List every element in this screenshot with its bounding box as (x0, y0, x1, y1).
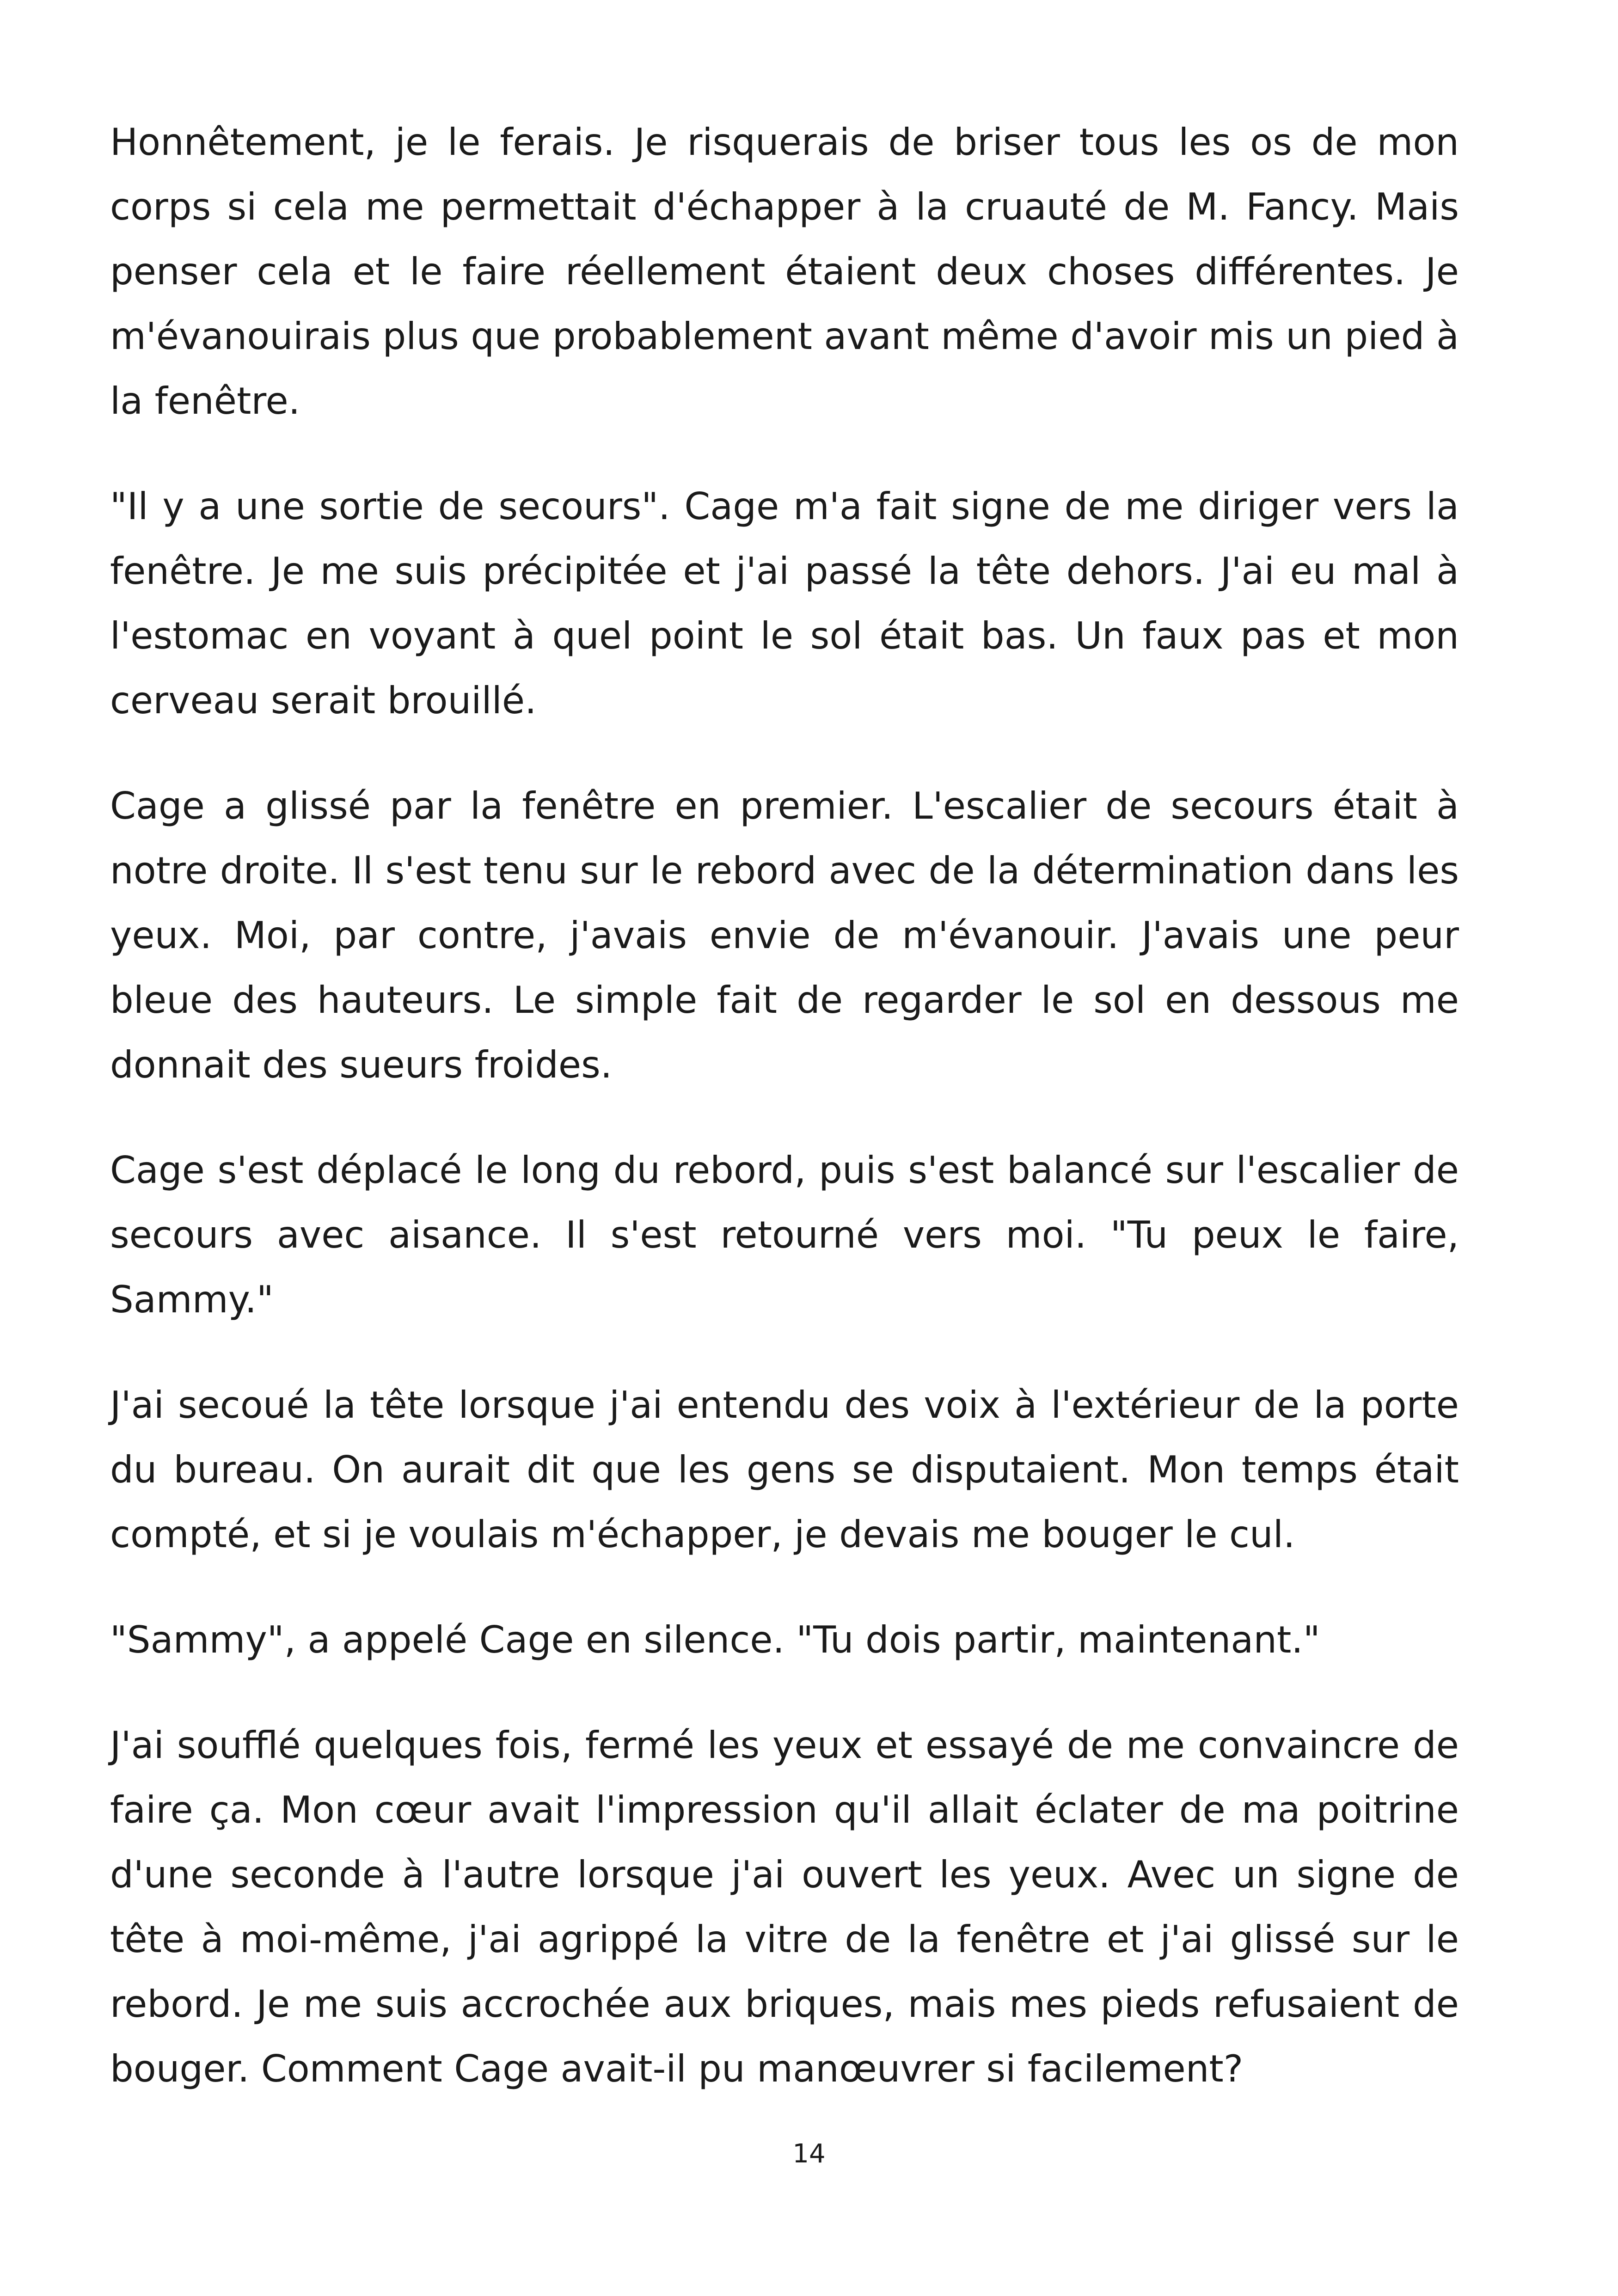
body-text (110, 110, 1459, 2101)
paragraph: "Sammy", a appelé Cage en silence. "Tu dois partir, maintenant." (110, 1618, 1320, 1661)
paragraph: Honnêtement, je le ferais. Je risquerais de briser tous les os de mon corps si cela me permettait d'échapper à la cruauté de M. Fancy. Mais penser cela et le faire réellement étaient deux choses différentes. Je m'évanouirais plus que probablement avant même d'avoir mis un pied à la fenêtre. (110, 121, 1459, 422)
paragraph: Cage s'est déplacé le long du rebord, puis s'est balancé sur l'escalier de secours avec aisance. Il s'est retourné vers moi. "Tu peux le faire, Sammy." (110, 1149, 1459, 1321)
paragraph: Cage a glissé par la fenêtre en premier. L'escalier de secours était à notre droite. Il s'est tenu sur le rebord avec de la détermination dans les yeux. Moi, par contre, j'avais envie de m'évanouir. J'avais une peur bleue des hauteurs. Le simple fait de regarder le sol en dessous me donnait des sueurs froides. (110, 784, 1459, 1086)
paragraph: J'ai soufflé quelques fois, fermé les yeux et essayé de me convaincre de faire ça. Mon cœur avait l'impression qu'il allait éclater de ma poitrine d'une seconde à l'autre lorsque j'ai ouvert les yeux. Avec un signe de tête à moi-même, j'ai agrippé la vitre de la fenêtre et j'ai glissé sur le rebord. Je me suis accrochée aux briques, mais mes pieds refusaient de bouger. Comment Cage avait-il pu manœuvrer si facilement? (110, 1724, 1459, 2090)
page-number: 14 (792, 2139, 826, 2169)
paragraph: J'ai secoué la tête lorsque j'ai entendu des voix à l'extérieur de la porte du bureau. On aurait dit que les gens se disputaient. Mon temps était compté, et si je voulais m'échapper, je devais me bouger le cul. (110, 1384, 1459, 1556)
paragraph: "Il y a une sortie de secours". Cage m'a fait signe de me diriger vers la fenêtre. Je me suis précipitée et j'ai passé la tête dehors. J'ai eu mal à l'estomac en voyant à quel point le sol était bas. Un faux pas et mon cerveau serait brouillé. (110, 485, 1459, 722)
